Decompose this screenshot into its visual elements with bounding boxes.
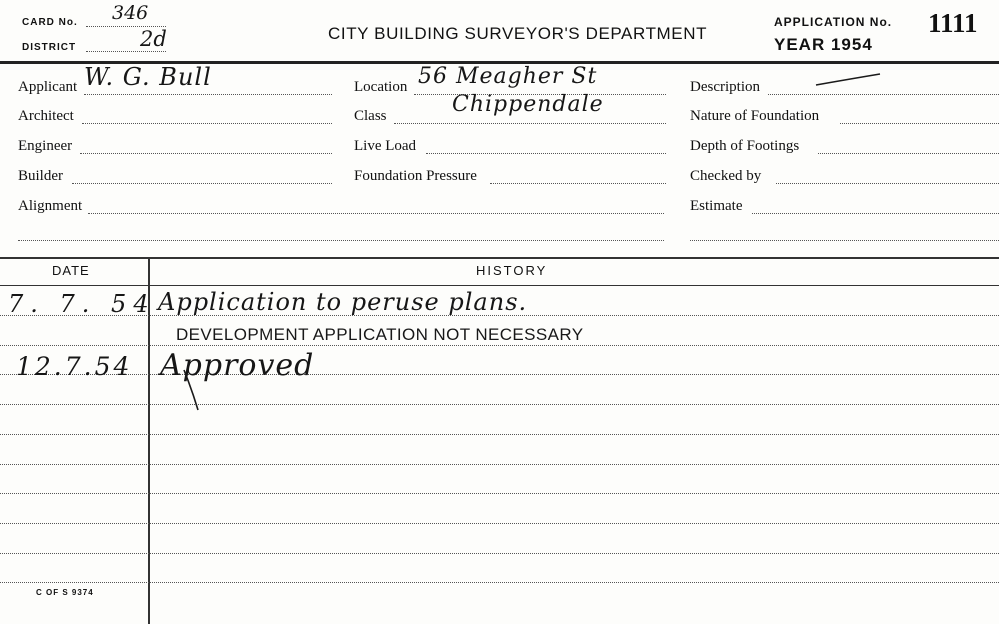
- alignment-label: Alignment: [18, 198, 83, 214]
- card-no-label: CARD No.: [22, 17, 78, 28]
- approved-flourish-stroke: [184, 370, 198, 410]
- architect-label: Architect: [18, 108, 74, 124]
- description-label: Description: [690, 79, 760, 95]
- history-date-3: 12.7.54: [16, 352, 133, 381]
- application-no-value: 1111: [928, 8, 978, 38]
- foundation-pressure-label: Foundation Pressure: [354, 168, 477, 184]
- applicant-label: Applicant: [18, 79, 78, 95]
- builder-label: Builder: [18, 168, 63, 184]
- history-entry-1: Application to peruse plans.: [158, 288, 528, 316]
- history-column-header: HISTORY: [476, 263, 548, 278]
- description-dash-stroke: [816, 74, 880, 85]
- checked-by-label: Checked by: [690, 168, 762, 184]
- depth-of-footings-label: Depth of Footings: [690, 138, 800, 154]
- location-label: Location: [354, 79, 408, 95]
- form-code: C OF S 9374: [36, 588, 94, 597]
- history-entry-2: DEVELOPMENT APPLICATION NOT NECESSARY: [176, 325, 584, 344]
- application-no-label: APPLICATION No.: [774, 15, 893, 29]
- year-label: YEAR 1954: [774, 35, 873, 54]
- engineer-label: Engineer: [18, 138, 73, 154]
- date-column-header: DATE: [52, 263, 90, 278]
- applicant-value: W. G. Bull: [84, 63, 212, 91]
- district-label: DISTRICT: [22, 42, 77, 53]
- department-title: CITY BUILDING SURVEYOR'S DEPARTMENT: [328, 24, 708, 43]
- class-value: Chippendale: [452, 92, 604, 117]
- history-entry-3: Approved: [160, 348, 315, 383]
- card-no-value: 346: [112, 2, 149, 24]
- estimate-label: Estimate: [690, 198, 743, 214]
- class-label: Class: [354, 108, 387, 124]
- history-date-1: 7. 7. 54: [8, 290, 156, 318]
- nature-of-foundation-label: Nature of Foundation: [690, 108, 820, 124]
- district-value: 2d: [140, 27, 167, 51]
- location-value: 56 Meagher St: [418, 64, 598, 89]
- live-load-label: Live Load: [354, 138, 417, 154]
